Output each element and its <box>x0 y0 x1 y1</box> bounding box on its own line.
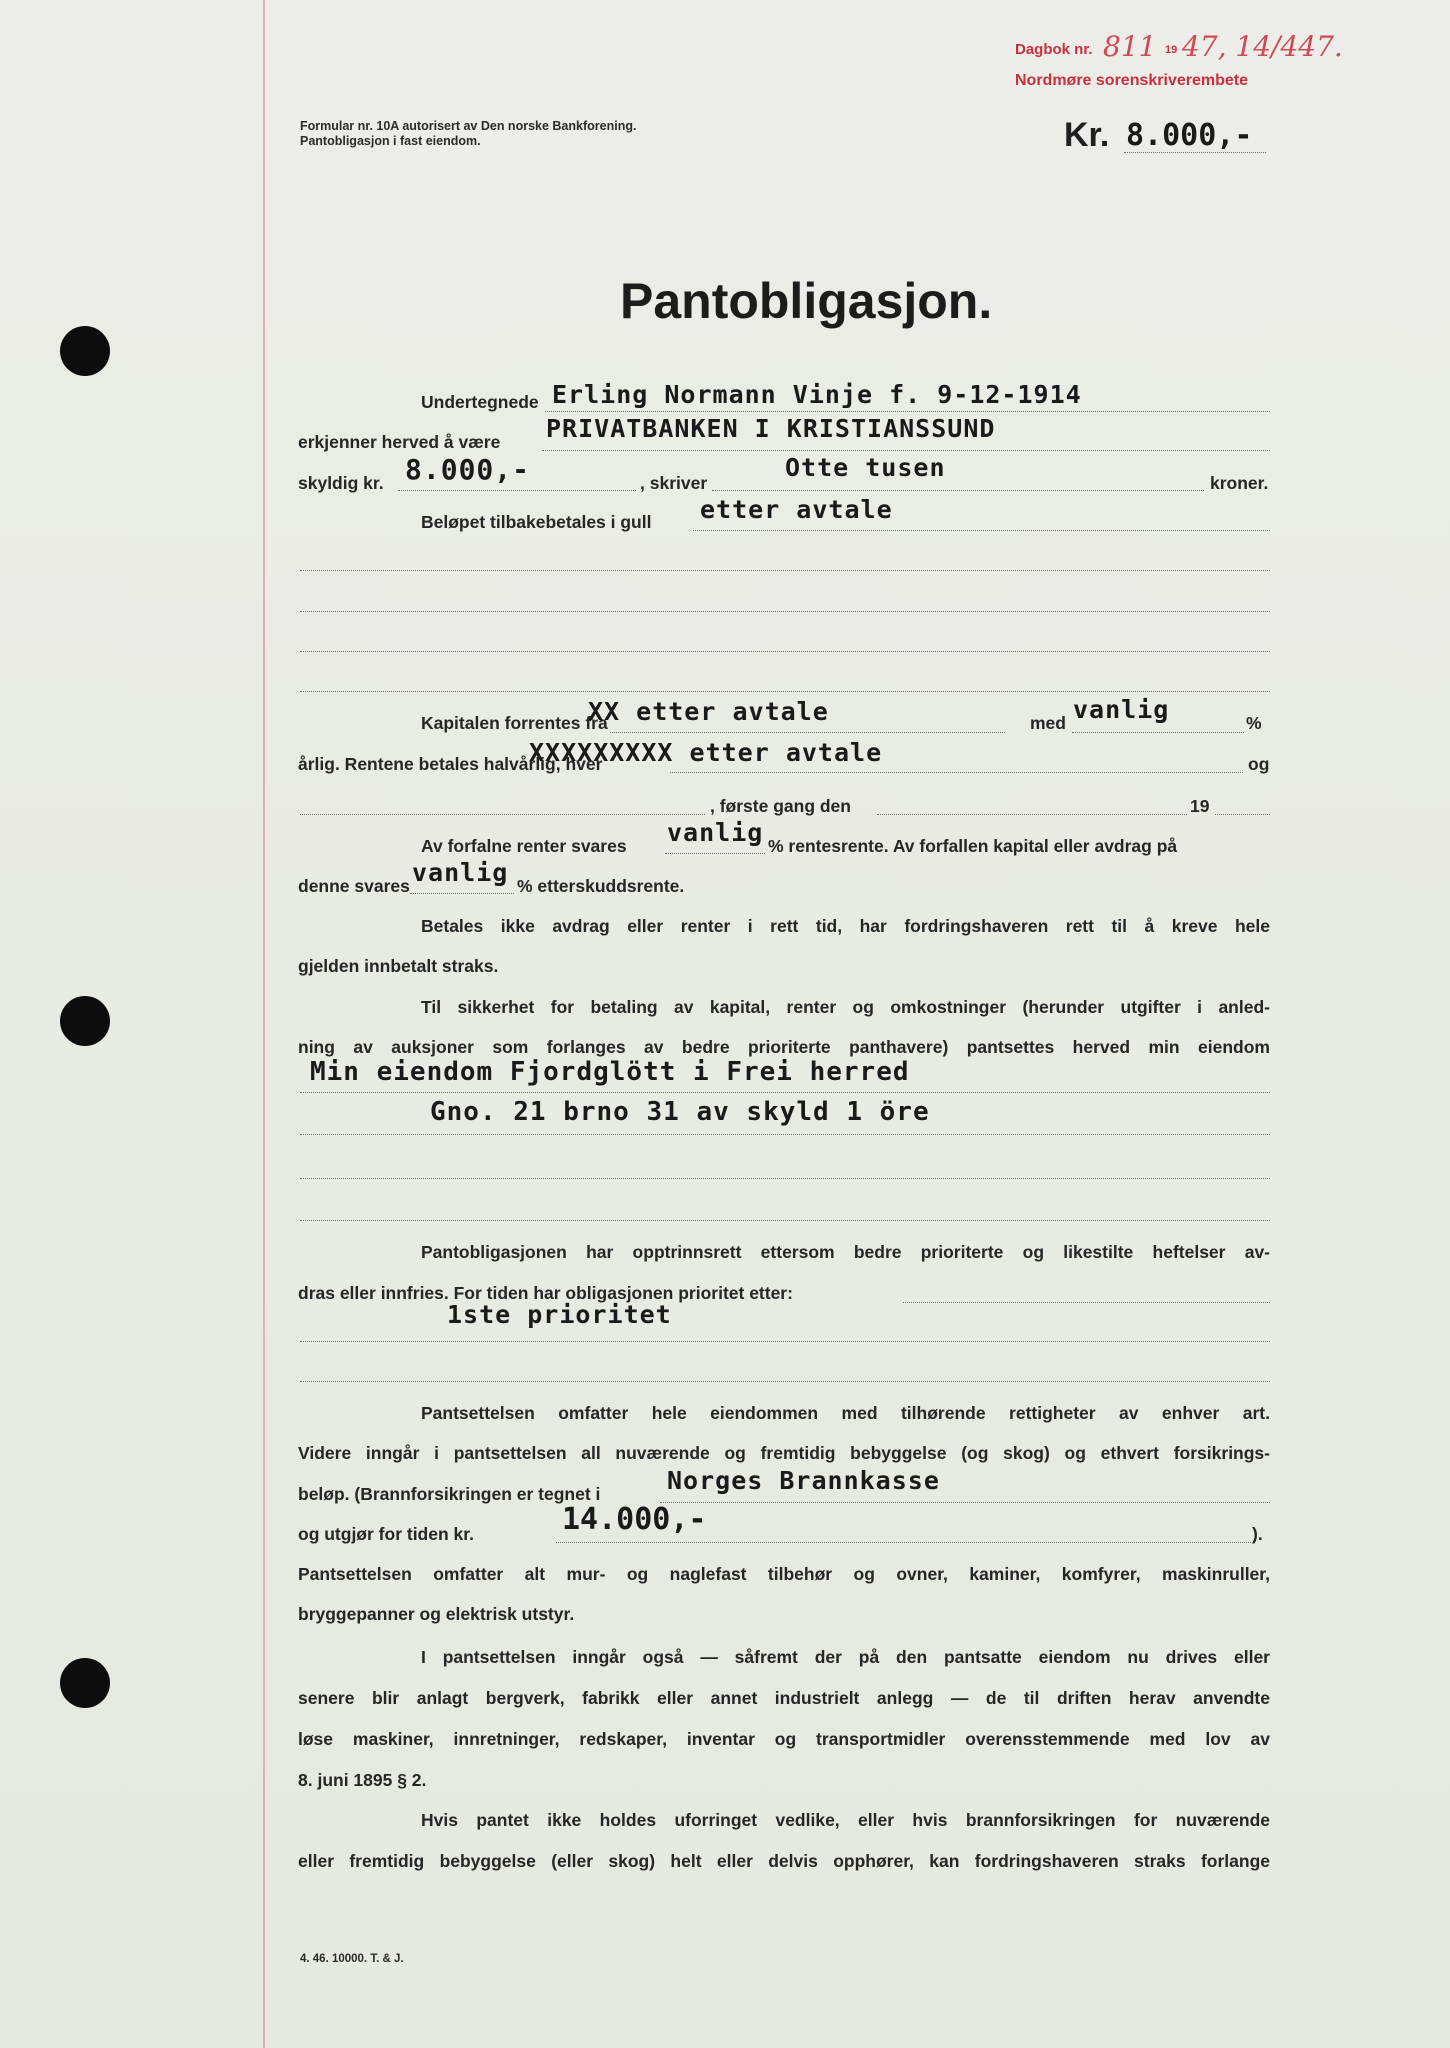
med-rule <box>1072 732 1244 733</box>
forste-gang-rule-3 <box>1215 814 1270 815</box>
skyldig-rule <box>398 490 636 491</box>
utgjor-close: ). <box>1252 1524 1263 1544</box>
belopet-label: Beløpet tilbakebetales i gull <box>421 512 652 532</box>
belopet-value: etter avtale <box>700 495 893 524</box>
undertegnede-rule <box>545 411 1270 412</box>
year-19-label: 19 <box>1190 796 1210 816</box>
belopet-rule-1 <box>693 530 1270 531</box>
skriver-value: Otte tusen <box>785 453 946 482</box>
denne-svares-rest: % etterskuddsrente. <box>517 876 685 896</box>
utgjor-rule <box>556 1542 1251 1543</box>
renten-label: årlig. Rentene betales halvårlig, hver <box>298 754 603 774</box>
punch-hole-1 <box>60 326 110 376</box>
prioritet-value: 1ste prioritet <box>447 1300 672 1329</box>
prioritet-rule-2 <box>300 1341 1270 1342</box>
sikkerhet-line-2: ning av auksjoner som forlanges av bedre prioriterte panthavere) pantsettes herved min eiendom <box>298 1037 1270 1057</box>
brannforsikring-value: Norges Brannkasse <box>667 1466 940 1495</box>
og-label: og <box>1248 754 1270 774</box>
kroner-label: kroner. <box>1210 473 1269 493</box>
betales-ikke-line-1: Betales ikke avdrag eller renter i rett tid, har fordringshaveren rett til å kreve hele <box>421 916 1270 936</box>
erkjenner-rule <box>542 450 1270 451</box>
form-reference-line-1: Formular nr. 10A autorisert av Den norske Bankforening. <box>300 119 637 133</box>
utgjor-value: 14.000,- <box>562 1502 707 1537</box>
renten-rule <box>670 772 1243 773</box>
kapitalen-rule <box>610 732 1005 733</box>
forfalne-label: Av forfalne renter svares <box>421 836 627 856</box>
eiendom-rule-3 <box>300 1178 1270 1179</box>
brannforsikring-label: beløp. (Brannforsikringen er tegnet i <box>298 1484 601 1504</box>
kapitalen-value: XX etter avtale <box>588 697 829 726</box>
vedlike-line-1: Hvis pantet ikke holdes uforringet vedlike, eller hvis brannforsikringen for nuværende <box>421 1810 1270 1830</box>
printer-footer: 4. 46. 10000. T. & J. <box>300 1953 404 1965</box>
forste-gang-rule-2 <box>877 814 1187 815</box>
belopet-rule-5 <box>300 691 1270 692</box>
amount-rule <box>1124 152 1266 153</box>
amount-currency-label: Kr. <box>1064 116 1110 154</box>
brannforsikring-rule <box>660 1502 1270 1503</box>
opptrinnsrett-line-1: Pantobligasjonen har opptrinnsrett ettersom bedre prioriterte og likestilte heftelser av- <box>421 1242 1270 1262</box>
pantsettelsen-line-1: Pantsettelsen omfatter hele eiendommen med tilhørende rettigheter av enhver art. <box>421 1403 1270 1423</box>
form-reference-line-2: Pantobligasjon i fast eiendom. <box>300 134 481 148</box>
forfalne-value: vanlig <box>667 818 764 847</box>
denne-svares-rule <box>410 893 514 894</box>
med-label: med <box>1030 713 1066 733</box>
skyldig-label: skyldig kr. <box>298 473 384 493</box>
skriver-rule <box>712 490 1204 491</box>
vedlike-line-2: eller fremtidig bebyggelse (eller skog) helt eller delvis opphører, kan fordringshaveren straks forlange <box>298 1851 1270 1871</box>
ogsa-line-1: I pantsettelsen inngår også — såfremt der på den pantsatte eiendom nu drives eller <box>421 1647 1270 1667</box>
opptrinnsrett-line-2: dras eller innfries. For tiden har obligasjonen prioritet etter: <box>298 1283 793 1303</box>
eiendom-rule-1 <box>300 1092 1270 1093</box>
mur-line-1: Pantsettelsen omfatter alt mur- og naglefast tilbehør og ovner, kaminer, komfyrer, maskinruller, <box>298 1564 1270 1584</box>
dagbok-date: 47, 14/447. <box>1182 30 1343 63</box>
forfalne-rest: % rentesrente. Av forfallen kapital eller avdrag på <box>768 836 1178 856</box>
forfalne-rule <box>665 853 765 854</box>
punch-hole-3 <box>60 1658 110 1708</box>
mur-line-2: bryggepanner og elektrisk utstyr. <box>298 1604 575 1624</box>
forste-gang-rule-1 <box>300 814 705 815</box>
belopet-rule-3 <box>300 611 1270 612</box>
dagbok-number: 811 <box>1103 30 1157 63</box>
punch-hole-2 <box>60 996 110 1046</box>
denne-svares-value: vanlig <box>412 858 509 887</box>
forste-gang-label: , første gang den <box>710 796 851 816</box>
amount-value: 8.000,- <box>1126 118 1253 153</box>
eiendom-line-1: Min eiendom Fjordglött i Frei herred <box>310 1057 910 1087</box>
undertegnede-label: Undertegnede <box>421 392 539 412</box>
belopet-rule-4 <box>300 651 1270 652</box>
prioritet-rule-1 <box>903 1302 1270 1303</box>
med-value: vanlig <box>1073 695 1170 724</box>
prioritet-rule-3 <box>300 1381 1270 1382</box>
year-prefix: 19 <box>1165 44 1178 56</box>
percent-sign-1: % <box>1246 713 1262 733</box>
undertegnede-value: Erling Normann Vinje f. 9-12-1914 <box>552 380 1082 409</box>
red-margin-line <box>263 0 265 2048</box>
renten-value: XXXXXXXXX etter avtale <box>529 738 883 767</box>
eiendom-rule-4 <box>300 1220 1270 1221</box>
eiendom-rule-2 <box>300 1134 1270 1135</box>
sikkerhet-line-1: Til sikkerhet for betaling av kapital, renter og omkostninger (herunder utgifter i anled- <box>421 997 1270 1017</box>
kapitalen-label: Kapitalen forrentes fra <box>421 713 608 733</box>
utgjor-label: og utgjør for tiden kr. <box>298 1524 474 1544</box>
dagbok-label: Dagbok nr. <box>1015 41 1093 58</box>
office-stamp: Nordmøre sorenskriverembete <box>1015 72 1248 89</box>
pantsettelsen-line-2: Videre inngår i pantsettelsen all nuværende og fremtidig bebyggelse (og skog) og ethvert forsikrings- <box>298 1443 1270 1463</box>
skriver-label: , skriver <box>640 473 708 493</box>
ogsa-line-4: 8. juni 1895 § 2. <box>298 1770 427 1790</box>
ogsa-line-3: løse maskiner, innretninger, redskaper, inventar og transportmidler overensstemmende med lov av <box>298 1729 1270 1749</box>
erkjenner-label: erkjenner herved å være <box>298 432 501 452</box>
ogsa-line-2: senere blir anlagt bergverk, fabrikk eller annet industrielt anlegg — de til driften herav anvendte <box>298 1688 1270 1708</box>
betales-ikke-line-2: gjelden innbetalt straks. <box>298 956 499 976</box>
belopet-rule-2 <box>300 570 1270 571</box>
erkjenner-value: PRIVATBANKEN I KRISTIANSSUND <box>546 414 996 443</box>
denne-svares-label: denne svares <box>298 876 410 896</box>
skyldig-value: 8.000,- <box>405 453 531 486</box>
page-title: Pantobligasjon. <box>620 273 993 329</box>
eiendom-line-2: Gno. 21 brno 31 av skyld 1 öre <box>430 1097 930 1127</box>
